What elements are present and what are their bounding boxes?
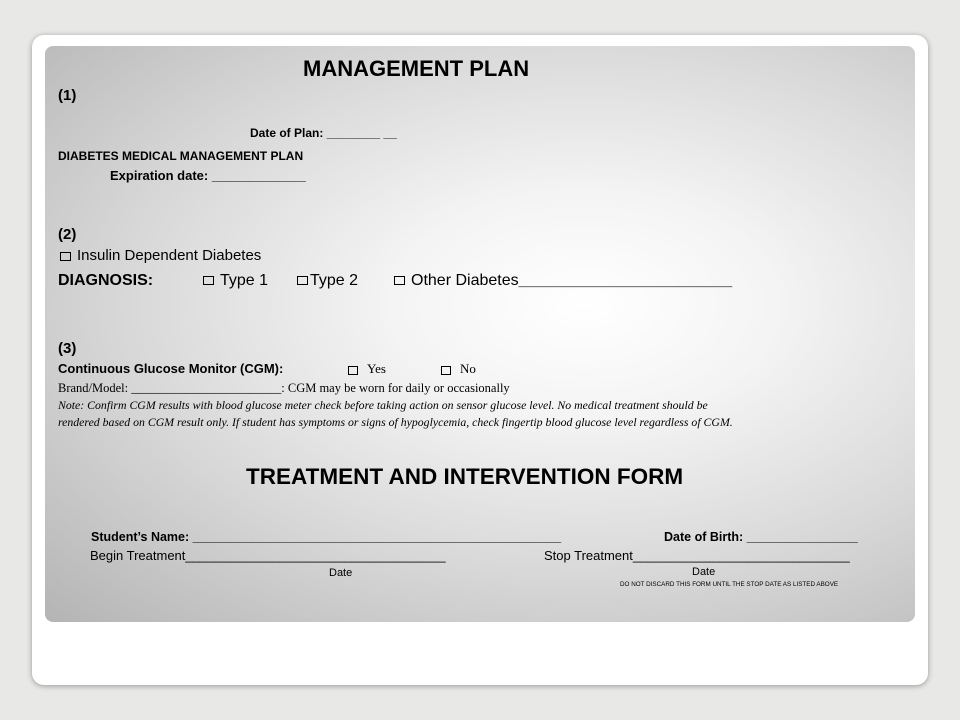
cgm-no-checkbox[interactable] [441,366,451,375]
type2-option [297,273,358,289]
other-diabetes-label: Other Diabetes [411,272,519,289]
other-diabetes-blank[interactable]: ________________________ [518,272,733,289]
cgm-yes-checkbox[interactable] [348,366,358,375]
cgm-yes-option [348,362,386,375]
diagnosis-label: DIAGNOSIS: [58,272,154,289]
begin-date-caption: Date [329,567,353,579]
other-diabetes-option [394,273,732,289]
plan-label: DIABETES MEDICAL MANAGEMENT PLAN [58,149,304,163]
page-title: MANAGEMENT PLAN [303,56,530,81]
section-3-number: (3) [58,340,77,357]
type2-label: Type 2 [310,272,359,289]
type1-checkbox[interactable] [203,276,214,285]
cgm-no-label: No [460,361,476,376]
brand-model-line[interactable]: Brand/Model: ________________________: CGM may be worn for daily or occasionally [58,381,510,395]
date-of-birth-field[interactable]: Date of Birth: ________________ [664,530,858,544]
do-not-discard-notice: DO NOT DISCARD THIS FORM UNTIL THE STOP DATE AS LISTED ABOVE [620,581,839,588]
type1-label: Type 1 [220,272,269,289]
insulin-dependent-row [60,248,261,263]
begin-treatment-field[interactable]: Begin Treatment____________________________________ [90,548,446,563]
type2-checkbox[interactable] [297,276,308,285]
type1-option [203,273,268,289]
stop-date-caption: Date [692,566,716,578]
date-of-plan-field[interactable]: Date of Plan: ________ __ [250,126,397,140]
student-name-field[interactable]: Student’s Name: _____________________________________________________ [91,530,562,544]
section-2-number: (2) [58,226,77,243]
cgm-note-line-2: rendered based on CGM result only. If student has symptoms or signs of hypoglycemia, check fingertip blood glucose level regardless of CGM. [58,415,733,429]
cgm-no-option [441,362,476,375]
cgm-note-line-1: Note: Confirm CGM results with blood glucose meter check before taking action on sensor glucose level. No medical treatment should be [58,398,708,412]
cgm-yes-label: Yes [367,361,386,376]
expiration-date-field[interactable]: Expiration date: _____________ [110,168,306,183]
stop-treatment-field[interactable]: Stop Treatment______________________________ [544,548,850,563]
insulin-dependent-label: Insulin Dependent Diabetes [77,247,262,264]
other-diabetes-checkbox[interactable] [394,276,405,285]
treatment-form-title: TREATMENT AND INTERVENTION FORM [246,464,684,489]
form-panel [45,46,915,622]
section-1-number: (1) [58,87,77,104]
cgm-label: Continuous Glucose Monitor (CGM): [58,361,284,376]
insulin-dependent-checkbox[interactable] [60,252,71,261]
